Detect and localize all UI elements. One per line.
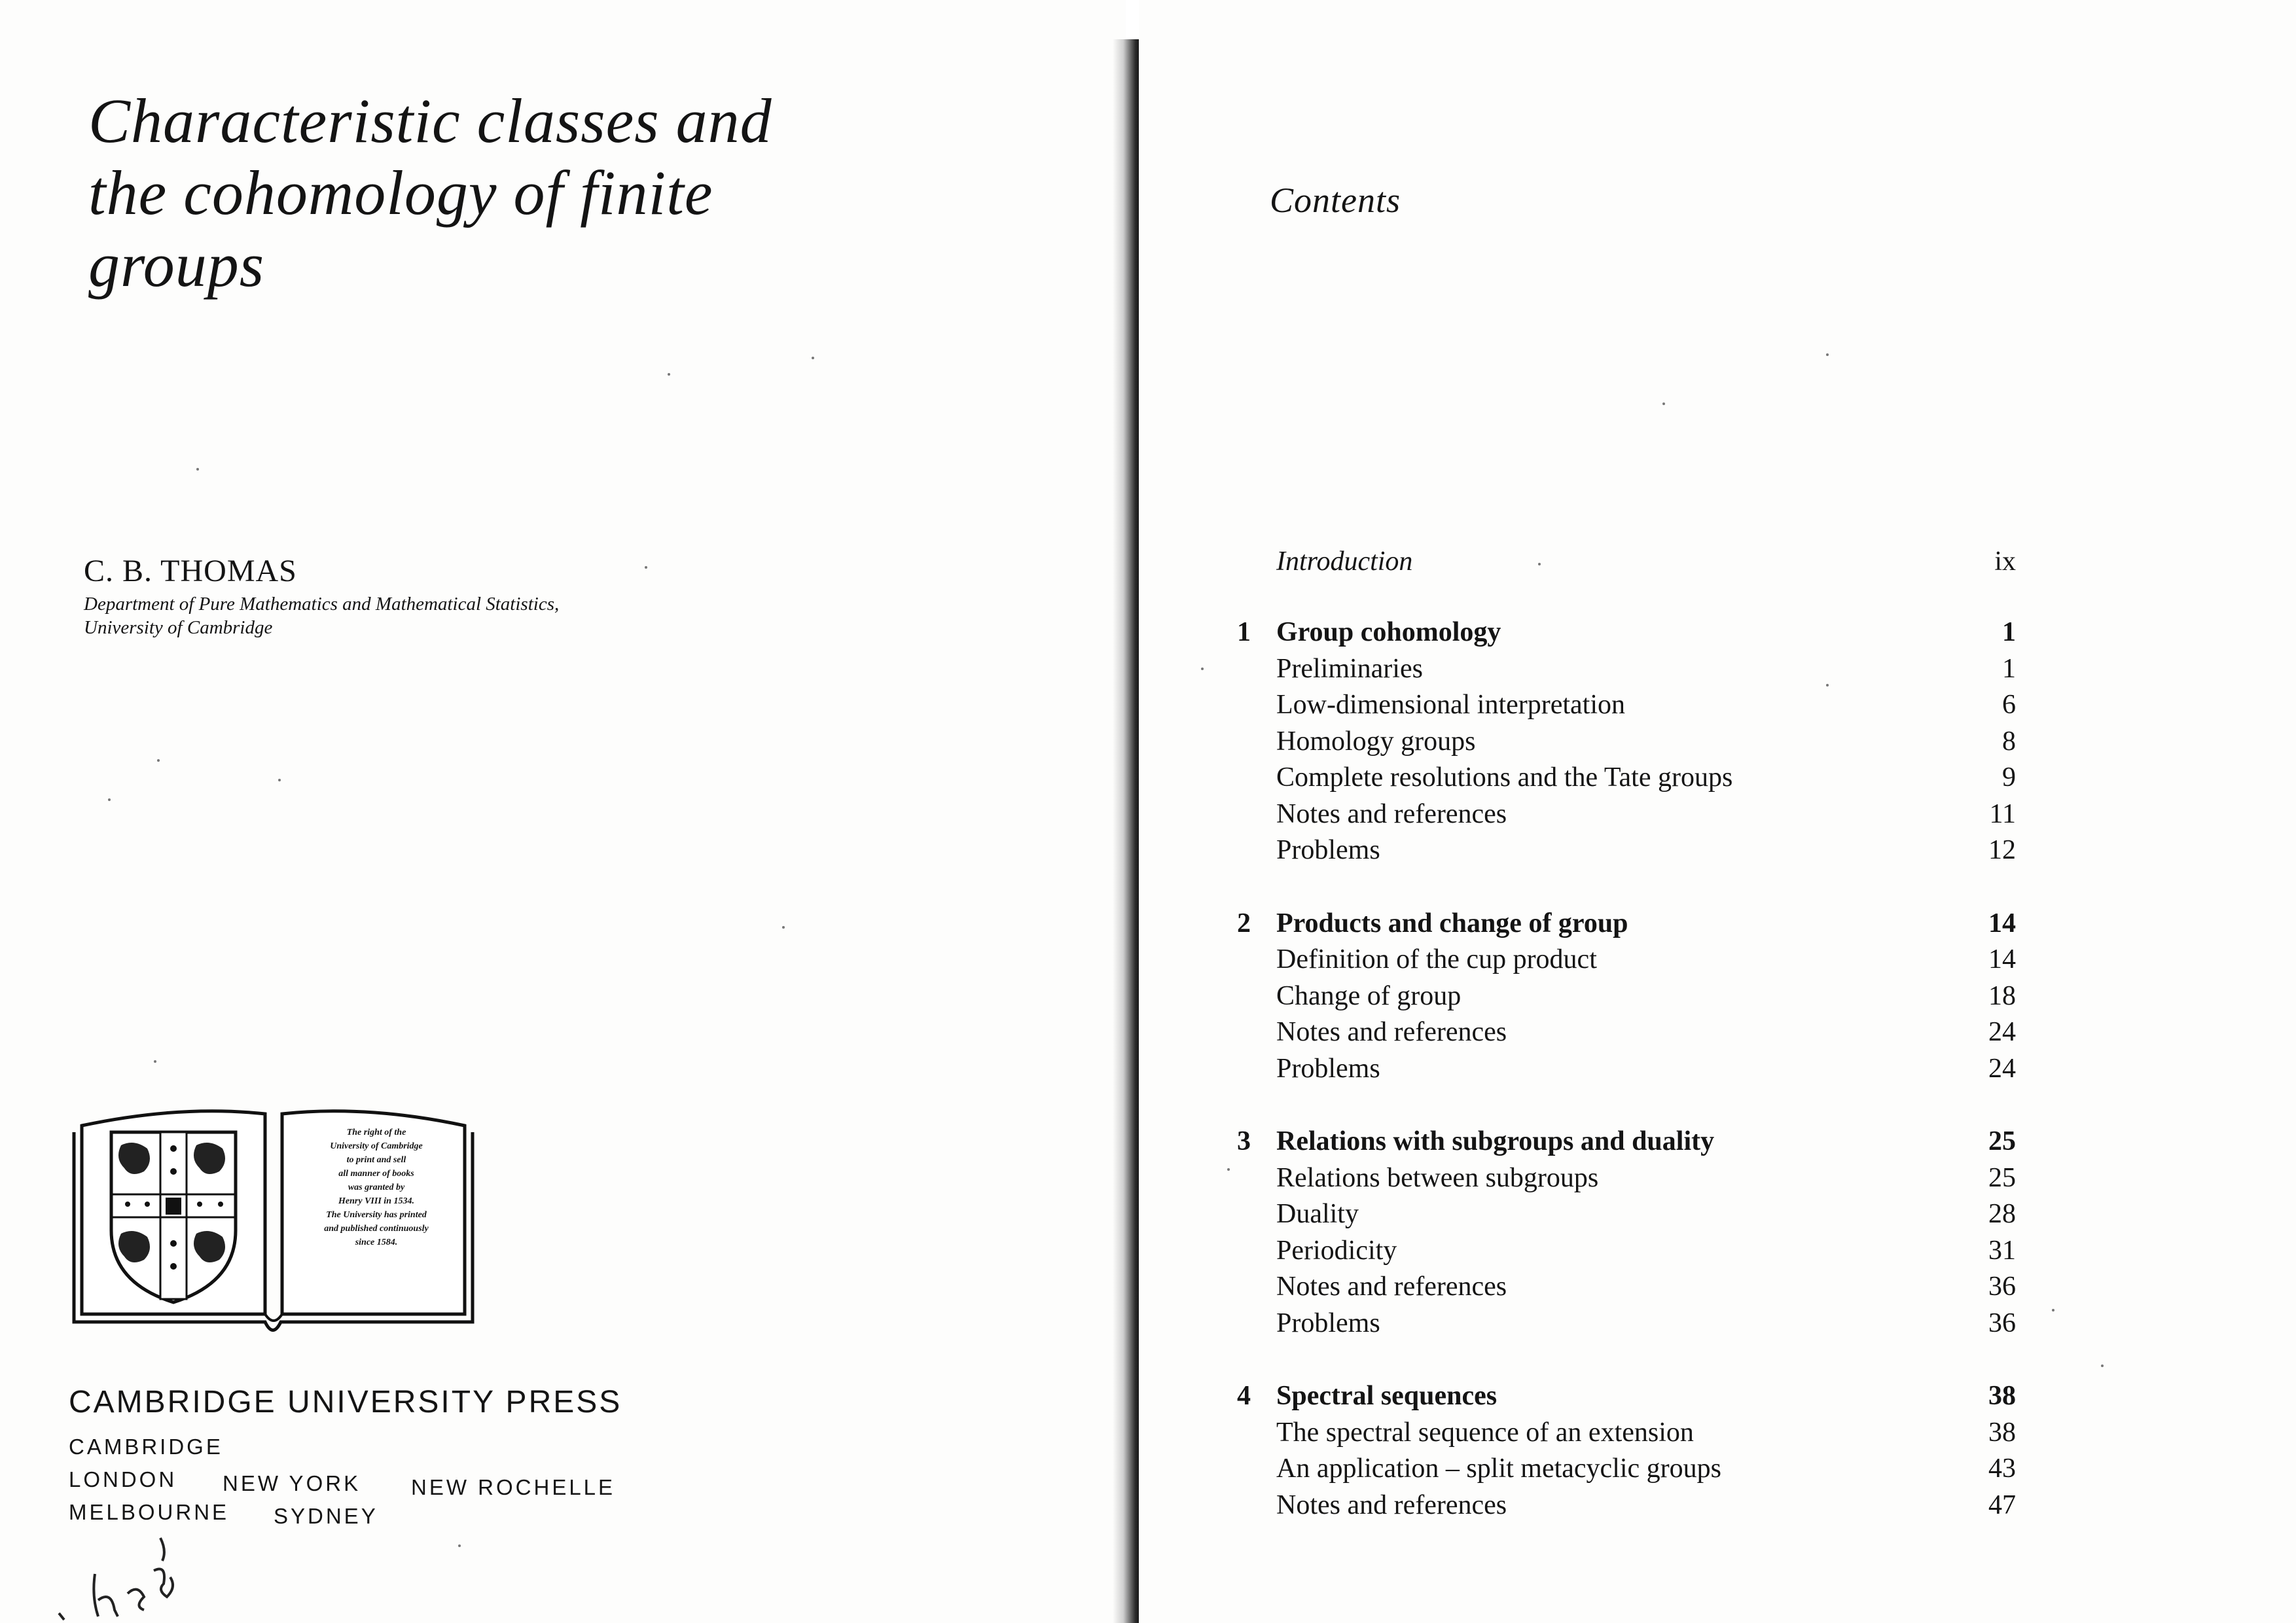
author-name: C. B. THOMAS — [84, 554, 297, 588]
toc-page-number: 1 — [2002, 653, 2016, 684]
toc-section — [1237, 1014, 2081, 1050]
toc-label: Problems — [1276, 835, 1380, 865]
contents-page — [1139, 0, 2296, 1623]
toc-section — [1237, 1232, 2081, 1269]
inscription-line: all manner of books — [338, 1169, 414, 1179]
toc-label: Products and change of group — [1276, 908, 1628, 938]
toc-label: Notes and references — [1276, 1489, 1507, 1520]
inscription-line: The right of the — [346, 1128, 406, 1137]
chapter-number: 1 — [1237, 617, 1251, 647]
contents-heading: Contents — [1270, 181, 1401, 220]
toc-section — [1237, 796, 2081, 832]
title-page — [0, 0, 1126, 1623]
toc-chapter — [1237, 1378, 2081, 1414]
affiliation-line: Department of Pure Mathematics and Mathematical Statistics, — [84, 594, 560, 615]
toc-page-number: 36 — [1988, 1308, 2016, 1338]
toc-chapter — [1237, 905, 2081, 942]
chapter-number: 2 — [1237, 908, 1251, 938]
inscription-line: and published continuously — [324, 1224, 429, 1234]
toc-page-number: 6 — [2002, 690, 2016, 720]
inscription-line: was granted by — [348, 1183, 405, 1192]
toc-chapter — [1237, 614, 2081, 651]
toc-page-number: ix — [1994, 546, 2016, 577]
toc-label: Group cohomology — [1276, 617, 1501, 647]
toc-page-number: 36 — [1988, 1272, 2016, 1302]
publisher-city: NEW ROCHELLE — [411, 1475, 616, 1499]
toc-page-number: 14 — [1988, 944, 2016, 974]
toc-page-number: 43 — [1988, 1454, 2016, 1484]
publisher-name: CAMBRIDGE UNIVERSITY PRESS — [69, 1385, 622, 1419]
toc-section — [1237, 1160, 2081, 1196]
toc-section — [1237, 1487, 2081, 1524]
toc-label: Relations with subgroups and duality — [1276, 1126, 1715, 1156]
publisher-city: NEW YORK — [223, 1471, 361, 1495]
toc-page-number: 38 — [1988, 1417, 2016, 1448]
toc-section — [1237, 1305, 2081, 1342]
toc-page-number: 1 — [2002, 617, 2016, 647]
toc-section — [1237, 651, 2081, 687]
publisher-device — [69, 1106, 478, 1342]
toc-page-number: 28 — [1988, 1199, 2016, 1229]
chapter-number: 3 — [1237, 1126, 1251, 1156]
inscription-line: The University has printed — [326, 1210, 427, 1220]
toc-section — [1237, 1196, 2081, 1232]
toc-label: Notes and references — [1276, 1017, 1507, 1047]
toc-label: Homology groups — [1276, 726, 1476, 757]
inscription-line: since 1584. — [355, 1238, 398, 1247]
toc-page-number: 18 — [1988, 980, 2016, 1011]
toc-label: Notes and references — [1276, 798, 1507, 829]
publisher-city: LONDON — [69, 1467, 177, 1491]
toc-page-number: 38 — [1988, 1381, 2016, 1411]
toc-label: Problems — [1276, 1308, 1380, 1338]
book-title-line: groups — [88, 230, 265, 300]
device-inscription — [288, 1126, 465, 1249]
inscription-line: to print and sell — [346, 1155, 406, 1165]
inscription-line: Henry VIII in 1534. — [338, 1196, 414, 1206]
toc-section — [1237, 723, 2081, 760]
toc-label: Relations between subgroups — [1276, 1162, 1599, 1193]
author-affiliation — [84, 592, 559, 639]
toc-page-number: 8 — [2002, 726, 2016, 757]
toc-label: Change of group — [1276, 980, 1462, 1011]
toc-introduction — [1237, 543, 2081, 580]
publisher-city: SYDNEY — [274, 1504, 378, 1528]
book-title-line: Characteristic classes and — [88, 86, 772, 156]
toc-page-number: 12 — [1988, 835, 2016, 865]
toc-section — [1237, 759, 2081, 796]
chapter-number: 4 — [1237, 1381, 1251, 1411]
toc-section — [1237, 687, 2081, 723]
toc-section — [1237, 1268, 2081, 1305]
toc-page-number: 9 — [2002, 762, 2016, 793]
toc-section — [1237, 1414, 2081, 1451]
toc-page-number: 31 — [1988, 1235, 2016, 1266]
inscription-line: University of Cambridge — [330, 1141, 423, 1151]
toc-page-number: 24 — [1988, 1053, 2016, 1084]
toc-page-number: 25 — [1988, 1162, 2016, 1193]
toc-page-number: 14 — [1988, 908, 2016, 938]
pencil-mark-icon — [46, 1525, 203, 1623]
toc-section — [1237, 1450, 2081, 1487]
toc-label: Spectral sequences — [1276, 1381, 1498, 1411]
affiliation-line: University of Cambridge — [84, 617, 273, 638]
toc-label: Problems — [1276, 1053, 1380, 1084]
toc-page-number: 25 — [1988, 1126, 2016, 1156]
toc-section — [1237, 978, 2081, 1014]
toc-page-number: 47 — [1988, 1489, 2016, 1520]
publisher-city: CAMBRIDGE — [69, 1435, 223, 1459]
toc-page-number: 24 — [1988, 1017, 2016, 1047]
toc-label: Duality — [1276, 1199, 1359, 1229]
toc-label: Periodicity — [1276, 1235, 1397, 1266]
book-title — [88, 85, 772, 301]
toc-section — [1237, 1050, 2081, 1087]
toc-label: The spectral sequence of an extension — [1276, 1417, 1694, 1448]
toc-section — [1237, 941, 2081, 978]
toc-label: Preliminaries — [1276, 653, 1423, 684]
toc-label: Complete resolutions and the Tate groups — [1276, 762, 1733, 793]
toc-label: Definition of the cup product — [1276, 944, 1597, 974]
toc-label: Notes and references — [1276, 1272, 1507, 1302]
publisher-city: MELBOURNE — [69, 1500, 230, 1524]
toc-section — [1237, 832, 2081, 868]
toc-label: An application – split metacyclic groups — [1276, 1454, 1721, 1484]
toc-label: Introduction — [1276, 546, 1413, 577]
toc-chapter — [1237, 1123, 2081, 1160]
toc-page-number: 11 — [1989, 798, 2016, 829]
toc-label: Low-dimensional interpretation — [1276, 690, 1626, 720]
book-title-line: the cohomology of finite — [88, 158, 713, 228]
